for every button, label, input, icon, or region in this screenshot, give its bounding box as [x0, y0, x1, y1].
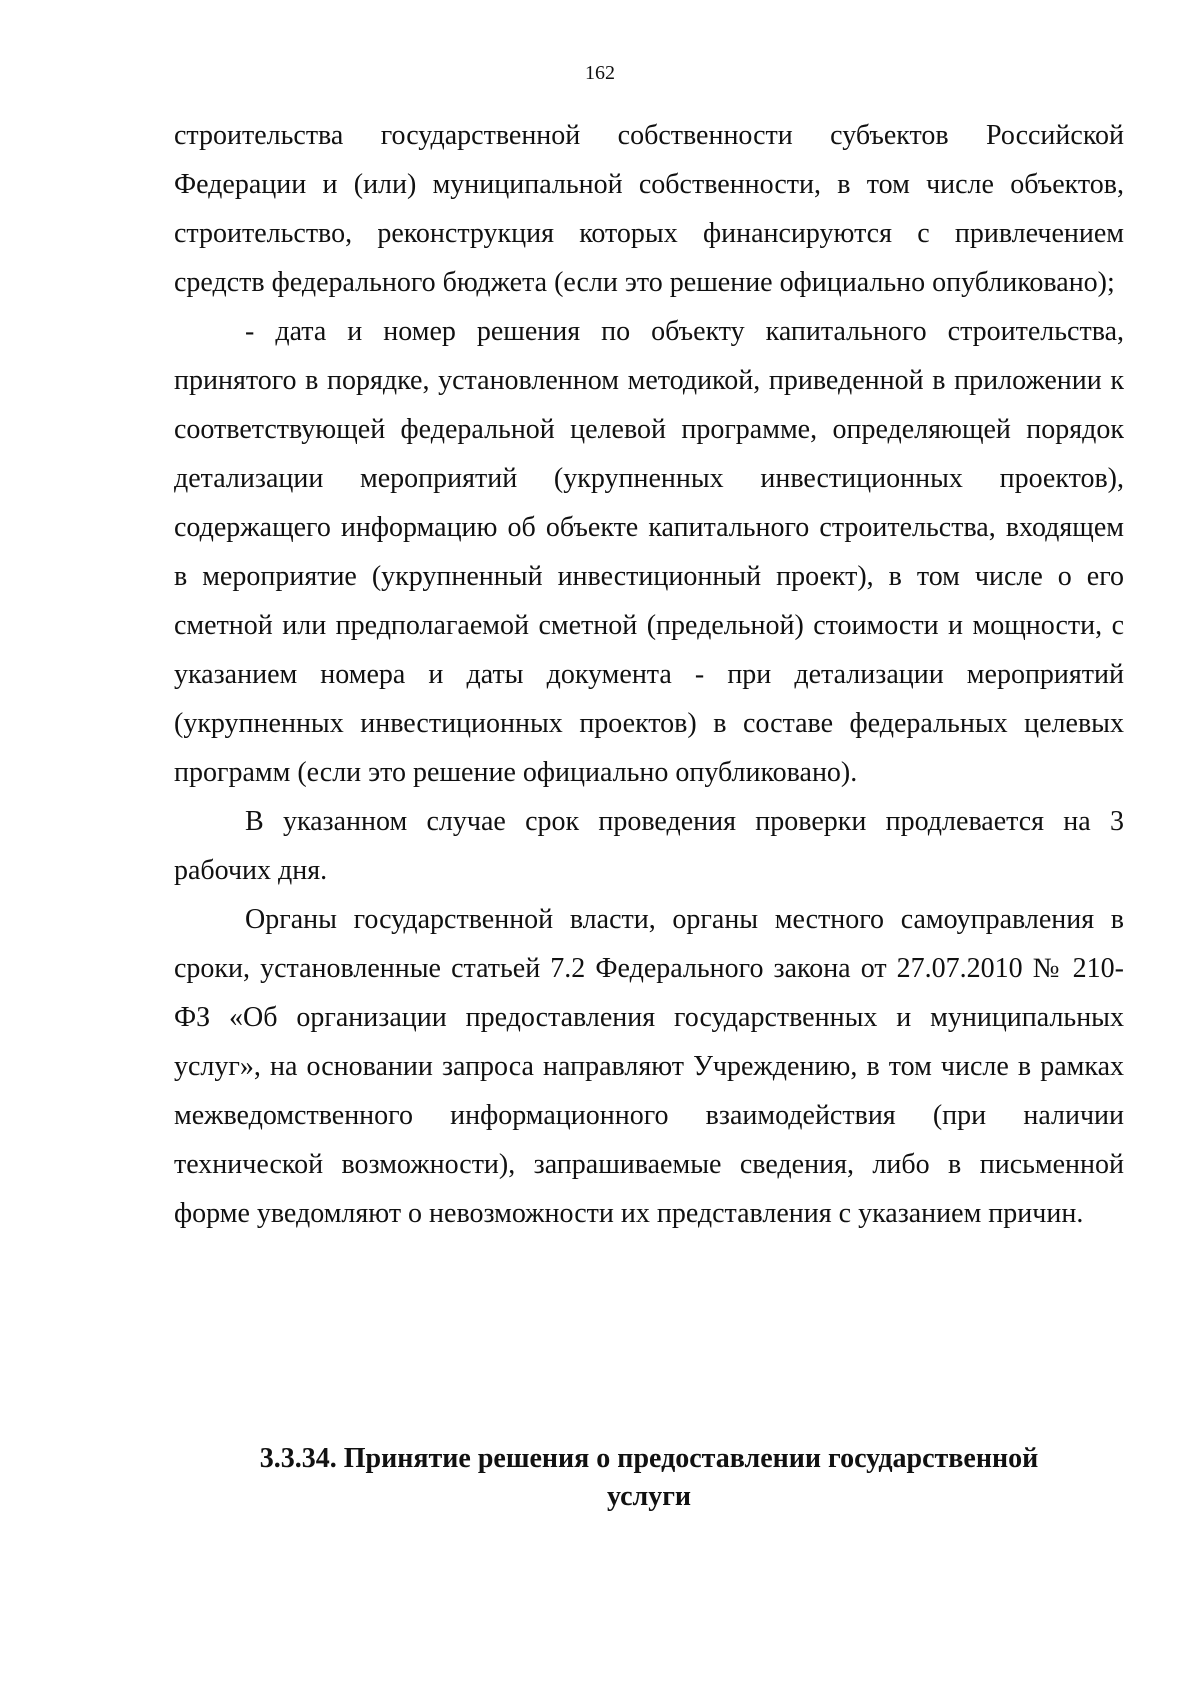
document-body: [174, 111, 1124, 1238]
paragraph-extension-term: В указанном случае срок проведения проверки продлевается на 3 рабочих дня.: [174, 806, 1124, 886]
paragraph-decision-details: - дата и номер решения по объекту капитального строительства, принятого в порядке, установленном методикой, приведенной в приложении к соответствующей федеральной целевой программе, определяющей порядок детализации мероприятий (укрупненных инвестиционных проектов), содержащего информацию об объекте капитального строительства, входящем в мероприятие (укрупненный инвестиционный проект), в том числе о его сметной или предполагаемой сметной (предельной) стоимости и мощности, с указанием номера и даты документа - при детализации мероприятий (укрупненных инвестиционных проектов) в составе федеральных целевых программ (если это решение официально опубликовано).: [174, 316, 1124, 788]
page-number: 162: [585, 62, 615, 84]
section-heading-line-1: 3.3.34. Принятие решения о предоставлении государственной: [259, 1443, 1039, 1474]
section-heading: [174, 1440, 1124, 1516]
paragraph-continuation: строительства государственной собственности субъектов Российской Федерации и (или) муниципальной собственности, в том числе объектов, строительство, реконструкция которых финансируются с привлечением средств федерального бюджета (если это решение официально опубликовано);: [174, 120, 1124, 298]
section-heading-line-2: услуги: [606, 1481, 692, 1512]
paragraph-authorities-response: Органы государственной власти, органы местного самоуправления в сроки, установленные статьей 7.2 Федерального закона от 27.07.2010 № 210-ФЗ «Об организации предоставления государственных и муниципальных услуг», на основании запроса направляют Учреждению, в том числе в рамках межведомственного информационного взаимодействия (при наличии технической возможности), запрашиваемые сведения, либо в письменной форме уведомляют о невозможности их представления с указанием причин.: [174, 904, 1124, 1229]
